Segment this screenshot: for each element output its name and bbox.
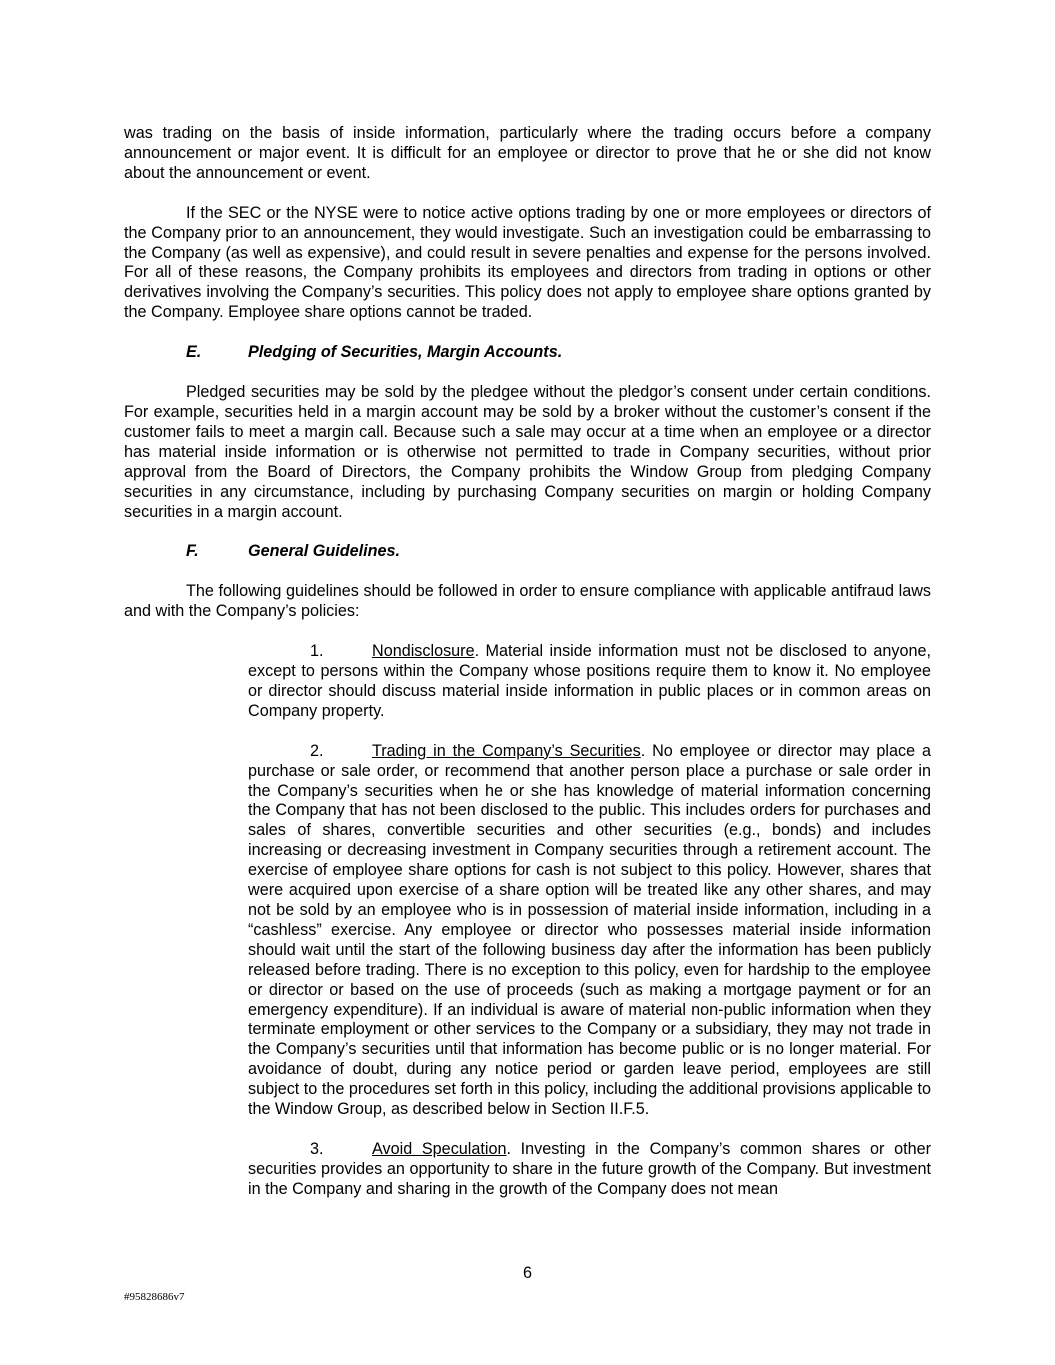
- list-item-text: . Material inside information must not be disclosed to anyone, except to persons within the Company whose positions require them to know it. No employee or director should discuss material inside information in public places or in common areas on Company property.: [248, 642, 931, 720]
- list-item: [248, 642, 931, 722]
- list-item-title: Nondisclosure: [372, 642, 475, 661]
- section-title: Pledging of Securities, Margin Accounts.: [248, 343, 563, 362]
- document-body: [124, 124, 931, 1200]
- section-letter: E.: [186, 343, 202, 362]
- section-letter: F.: [186, 542, 199, 561]
- list-item-number: 3.: [310, 1139, 324, 1158]
- list-item-text: . No employee or director may place a purchase or sale order, or recommend that another person place a purchase or sale order in the Company’s securities when he or she has knowledge of material information concerning the Company that has not been disclosed to the public. This includes orders for purchases and sales of shares, convertible securities and other securities (e.g., bonds) and includes increasing or decreasing investment in Company securities through a retirement account. The exercise of employee share options for cash is not subject to this policy. However, shares that were acquired upon exercise of a share option will be treated like any other shares, and may not be sold by an employee who is in possession of material inside information, including in a “cashless” exercise. Any employee or director who possesses material inside information should wait until the start of the following business day after the information has been publicly released before trading. There is no exception to this policy, even for hardship to the employee or director or based on the use of proceeds (such as making a mortgage payment or for an emergency expenditure). If an individual is aware of material non-public information when they terminate employment or other services to the Company or a subsidiary, they may not trade in the Company’s securities until that information has become public or is no longer material. For avoidance of doubt, during any notice period or garden leave period, employees are still subject to the procedures set forth in this policy, including the additional provisions applicable to the Window Group, as described below in Section II.F.5.: [248, 741, 931, 1119]
- page-number: 6: [522, 1264, 532, 1282]
- list-item-title: Trading in the Company’s Securities: [372, 741, 641, 760]
- section-title: General Guidelines.: [248, 542, 401, 561]
- section-heading-f: [124, 542, 931, 562]
- list-item-title: Avoid Speculation: [372, 1139, 507, 1158]
- list-item: [248, 742, 931, 1120]
- document-id: #95828686v7: [124, 1291, 185, 1303]
- list-item-number: 2.: [310, 741, 324, 760]
- list-item-number: 1.: [310, 642, 324, 661]
- paragraph-pledging: Pledged securities may be sold by the pledgee without the pledgor’s consent under certain conditions. For example, securities held in a margin account may be sold by a broker without the customer’s consent if the customer fails to meet a margin call. Because such a sale may occur at a time when an employee or a director has material inside information or is otherwise not permitted to trade in Company securities, without prior approval from the Board of Directors, the Company prohibits the Window Group from pledging Company securities in any circumstance, including by purchasing Company securities on margin or holding Company securities in a margin account.: [124, 383, 931, 521]
- guidelines-list: [248, 642, 931, 1200]
- paragraph-continued: was trading on the basis of inside information, particularly where the trading occurs before a company announcement or major event. It is difficult for an employee or director to prove that he or she did not know about the announcement or event.: [124, 124, 931, 182]
- list-item: [248, 1140, 931, 1200]
- section-heading-e: [124, 343, 931, 363]
- paragraph-guidelines-intro: The following guidelines should be followed in order to ensure compliance with applicable antifraud laws and with the Company’s policies:: [124, 582, 931, 621]
- paragraph-options-trading: If the SEC or the NYSE were to notice active options trading by one or more employees or directors of the Company prior to an announcement, they would investigate. Such an investigation could be embarrassing to the Company (as well as expensive), and could result in severe penalties and expense for the persons involved. For all of these reasons, the Company prohibits its employees and directors from trading in options or other derivatives involving the Company’s securities. This policy does not apply to employee share options granted by the Company. Employee share options cannot be traded.: [124, 203, 931, 322]
- list-item-text: . Investing in the Company’s common shares or other securities provides an opportunity to share in the future growth of the Company. But investment in the Company and sharing in the growth of the Company does not mean: [248, 1139, 931, 1198]
